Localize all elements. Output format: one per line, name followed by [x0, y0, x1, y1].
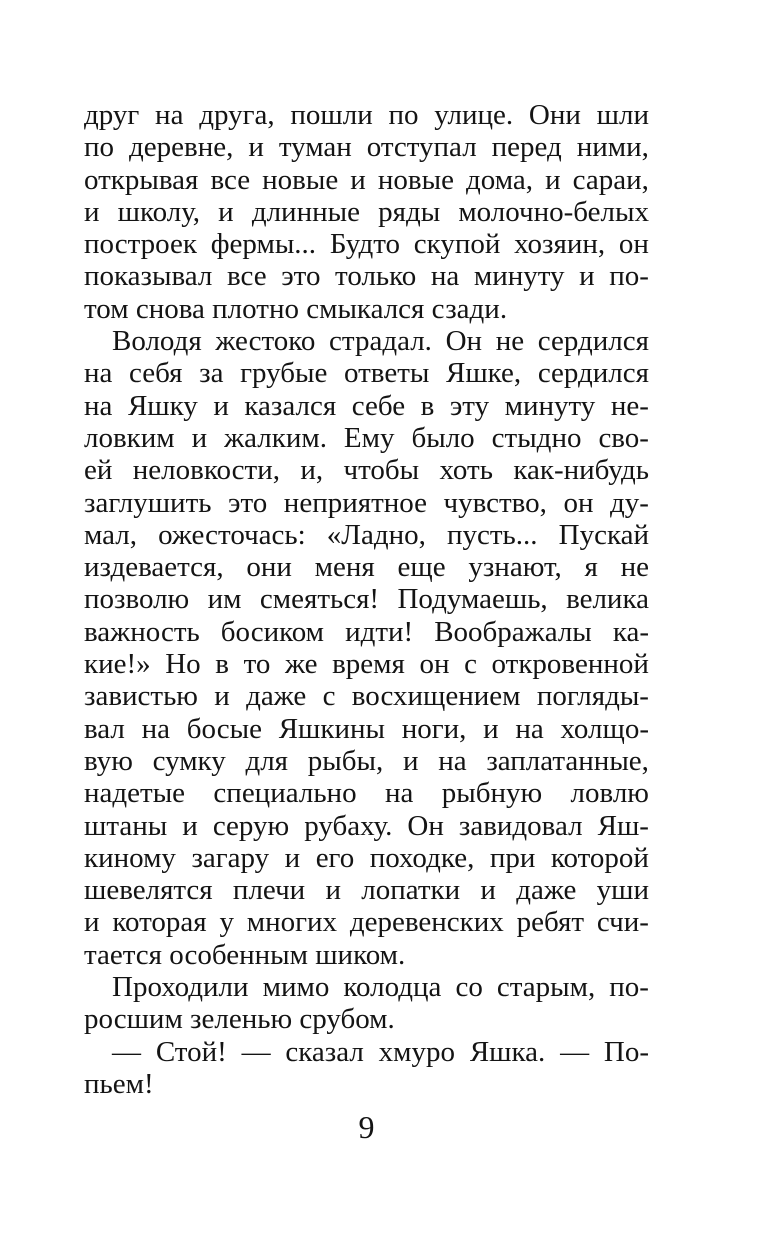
- word: штаны: [84, 809, 168, 842]
- word: и: [84, 195, 100, 228]
- word: и: [248, 131, 264, 164]
- word: ожесточась:: [158, 518, 306, 551]
- word: ними,: [576, 131, 649, 164]
- word: и: [191, 421, 208, 454]
- word: Яшкины: [278, 712, 385, 745]
- word: я: [584, 551, 598, 584]
- word: шевелятся: [84, 874, 213, 907]
- word: вую: [84, 744, 133, 777]
- word: сво-: [598, 421, 649, 454]
- word: у: [219, 906, 234, 939]
- word: не: [620, 551, 649, 584]
- word: длинные: [251, 195, 360, 228]
- text-line: [84, 616, 649, 648]
- word: дома,: [466, 163, 533, 196]
- word: с: [322, 680, 336, 713]
- word: жестоко: [215, 325, 316, 358]
- text-line: [84, 1036, 649, 1068]
- word: им: [207, 583, 242, 616]
- word: восхищением: [351, 680, 521, 713]
- word: заплатанные,: [486, 744, 649, 777]
- word: и: [182, 809, 198, 842]
- word: только: [335, 260, 417, 293]
- word: и: [214, 680, 230, 713]
- word: —: [241, 1035, 271, 1068]
- word: Володя: [112, 325, 202, 358]
- word: Пускай: [558, 518, 649, 551]
- word: ловлю: [570, 777, 649, 810]
- word: себе: [351, 389, 406, 422]
- word: он: [618, 228, 649, 261]
- word: отступал: [366, 131, 477, 164]
- word: Яшка.: [469, 1035, 546, 1068]
- word: даже: [516, 874, 577, 907]
- word: на: [515, 712, 544, 745]
- word: со: [455, 971, 483, 1004]
- word: пусть...: [446, 518, 538, 551]
- word: и: [480, 874, 496, 907]
- word: на: [155, 99, 184, 131]
- word: счи-: [596, 906, 649, 939]
- word: минуту: [473, 260, 565, 293]
- word: ка-: [612, 615, 649, 648]
- word: хмуро: [378, 1035, 455, 1068]
- word: на: [84, 357, 113, 390]
- word: уши: [596, 874, 649, 907]
- word: открывая: [84, 163, 199, 196]
- word: и: [579, 260, 595, 293]
- word: молочно-белых: [458, 195, 649, 228]
- word: загару: [191, 841, 270, 874]
- word: По-: [603, 1035, 649, 1068]
- word: Яшке,: [446, 357, 522, 390]
- word: Яшку: [127, 389, 198, 422]
- text-line: [84, 422, 649, 454]
- text-line: [84, 745, 649, 777]
- word: друг: [84, 99, 140, 131]
- word: грубые: [240, 357, 328, 390]
- text-line: [84, 583, 649, 615]
- word: колодца: [343, 971, 442, 1004]
- word: и: [483, 712, 499, 745]
- word: Будто: [329, 228, 400, 261]
- word: босые: [186, 712, 262, 745]
- word: минуту: [504, 389, 596, 422]
- word: и: [284, 841, 301, 874]
- word: Воображалы: [434, 615, 592, 648]
- word: он: [563, 486, 594, 519]
- word: серую: [212, 809, 290, 842]
- word: еще: [397, 551, 446, 584]
- word: надетые: [84, 777, 186, 810]
- word: хозяин,: [514, 228, 606, 261]
- page-number: 9: [358, 1109, 375, 1145]
- text-line: тается особенным шиком.: [84, 938, 406, 971]
- word: издевается,: [84, 551, 224, 584]
- text-line: пьем!: [84, 1067, 154, 1100]
- paragraph: [84, 99, 649, 325]
- word: было: [411, 421, 475, 454]
- word: туман: [278, 131, 352, 164]
- word: Проходили: [112, 971, 249, 1004]
- word: ноги,: [401, 712, 467, 745]
- word: и: [545, 163, 561, 196]
- text-line: том снова плотно смыкался сзади.: [84, 292, 508, 325]
- word: все: [210, 163, 251, 196]
- word: это: [281, 260, 321, 293]
- word: холщо-: [560, 712, 649, 745]
- word: плечи: [232, 874, 306, 907]
- word: походке,: [369, 841, 475, 874]
- word: ей: [84, 454, 113, 487]
- word: ряды: [378, 195, 441, 228]
- word: идти!: [345, 615, 414, 648]
- word: и,: [300, 454, 324, 487]
- word: погляды-: [536, 680, 649, 713]
- word: на: [84, 389, 113, 422]
- text-line: [84, 680, 649, 712]
- word: страдал.: [329, 325, 432, 358]
- word: которой: [550, 841, 649, 874]
- word: смеяться!: [259, 583, 380, 616]
- word: завистью: [84, 680, 198, 713]
- word: старым,: [496, 971, 596, 1004]
- word: эту: [449, 389, 490, 422]
- word: с: [464, 648, 477, 681]
- word: фермы...: [210, 228, 317, 261]
- text-line: [84, 713, 649, 745]
- paragraph: [84, 1036, 649, 1101]
- word: скупой: [413, 228, 501, 261]
- word: себя: [129, 357, 183, 390]
- word: сердился: [537, 357, 649, 390]
- word: неловкости,: [132, 454, 280, 487]
- word: это: [228, 486, 268, 519]
- word: при: [489, 841, 536, 874]
- word: Подумаешь,: [397, 583, 548, 616]
- word: не: [495, 325, 525, 358]
- word: даже: [246, 680, 307, 713]
- text-line: [84, 777, 649, 809]
- word: же: [284, 648, 318, 681]
- word: мал,: [84, 518, 138, 551]
- word: за: [199, 357, 224, 390]
- word: позволю: [84, 583, 190, 616]
- word: улице.: [434, 99, 514, 131]
- word: по-: [609, 971, 649, 1004]
- word: то: [243, 648, 271, 681]
- word: Он: [445, 325, 483, 358]
- word: по: [84, 131, 115, 164]
- word: сказал: [285, 1035, 364, 1068]
- word: завидовал: [458, 809, 583, 842]
- word: казался: [244, 389, 337, 422]
- word: стыдно: [491, 421, 582, 454]
- word: хоть: [439, 454, 493, 487]
- word: многих: [246, 906, 338, 939]
- word: и: [325, 874, 341, 907]
- word: жалким.: [224, 421, 327, 454]
- word: деревенских: [349, 906, 504, 939]
- word: новые: [262, 163, 339, 196]
- word: кие!»: [84, 648, 151, 681]
- text-line: [84, 164, 649, 196]
- text-line: [84, 357, 649, 389]
- word: для: [245, 744, 289, 777]
- word: и: [402, 744, 419, 777]
- word: Ему: [343, 421, 395, 454]
- word: на: [430, 260, 460, 293]
- word: —: [112, 1035, 141, 1068]
- word: —: [560, 1035, 590, 1068]
- word: сумку: [152, 744, 226, 777]
- word: и: [84, 906, 100, 939]
- word: рыбную: [441, 777, 543, 810]
- word: меня: [314, 551, 375, 584]
- word: заглушить: [84, 486, 212, 519]
- word: пошли: [290, 99, 373, 131]
- word: сердился: [537, 325, 649, 358]
- word: в: [420, 389, 435, 422]
- word: по-: [609, 260, 649, 293]
- word: велика: [566, 583, 649, 616]
- word: Они: [528, 99, 581, 131]
- paragraph: [84, 325, 649, 971]
- word: не-: [610, 389, 649, 422]
- word: и: [218, 195, 234, 228]
- text-line: [84, 874, 649, 906]
- word: они: [246, 551, 292, 584]
- word: узнают,: [468, 551, 562, 584]
- word: на: [384, 777, 414, 810]
- word: шли: [596, 99, 649, 131]
- word: ответы: [344, 357, 430, 390]
- word: сараи,: [572, 163, 649, 196]
- text-line: [84, 971, 649, 1003]
- word: построек: [84, 228, 197, 261]
- word: и: [213, 389, 229, 422]
- word: как-нибудь: [513, 454, 649, 487]
- word: специально: [213, 777, 357, 810]
- paragraph: [84, 971, 649, 1036]
- text-line: [84, 196, 649, 228]
- text-line: [84, 519, 649, 551]
- word: на: [141, 712, 171, 745]
- text-line: росшим зеленью срубом.: [84, 1003, 395, 1036]
- text-line: [84, 131, 649, 163]
- text-line: [84, 487, 649, 519]
- word: киному: [84, 841, 176, 874]
- word: босиком: [220, 615, 325, 648]
- text-block: [84, 99, 649, 1100]
- word: показывал: [84, 260, 213, 293]
- word: время: [332, 648, 405, 681]
- word: Яш-: [597, 809, 649, 842]
- word: Он: [407, 809, 444, 842]
- text-line: [84, 648, 649, 680]
- word: школу,: [117, 195, 201, 228]
- word: он: [419, 648, 450, 681]
- word: которая: [112, 906, 207, 939]
- text-line: [84, 260, 649, 292]
- word: ребят: [516, 906, 585, 939]
- word: лопатки: [361, 874, 461, 907]
- word: на: [438, 744, 467, 777]
- text-line: [84, 390, 649, 422]
- word: неприятное: [283, 486, 427, 519]
- text-line: [84, 325, 649, 357]
- word: «Ладно,: [326, 518, 426, 551]
- text-line: [84, 454, 649, 486]
- text-line: [84, 99, 649, 131]
- text-line: [84, 842, 649, 874]
- word: деревне,: [129, 131, 234, 164]
- word: откровенной: [491, 648, 649, 681]
- word: новые: [377, 163, 454, 196]
- word: чувство,: [443, 486, 547, 519]
- word: важность: [84, 615, 200, 648]
- word: рубаху.: [304, 809, 393, 842]
- word: в: [215, 648, 229, 681]
- word: мимо: [262, 971, 330, 1004]
- text-line: [84, 551, 649, 583]
- word: его: [315, 841, 355, 874]
- word: и: [350, 163, 366, 196]
- word: ловким: [84, 421, 175, 454]
- word: Но: [165, 648, 201, 681]
- word: друга,: [199, 99, 275, 131]
- word: рыбы,: [307, 744, 384, 777]
- word: по: [388, 99, 419, 131]
- word: все: [226, 260, 267, 293]
- text-line: [84, 228, 649, 260]
- text-line: [84, 810, 649, 842]
- word: вал: [84, 712, 125, 745]
- word: Стой!: [155, 1035, 227, 1068]
- text-line: [84, 906, 649, 938]
- word: чтобы: [343, 454, 420, 487]
- word: ду-: [610, 486, 649, 519]
- word: перед: [491, 131, 562, 164]
